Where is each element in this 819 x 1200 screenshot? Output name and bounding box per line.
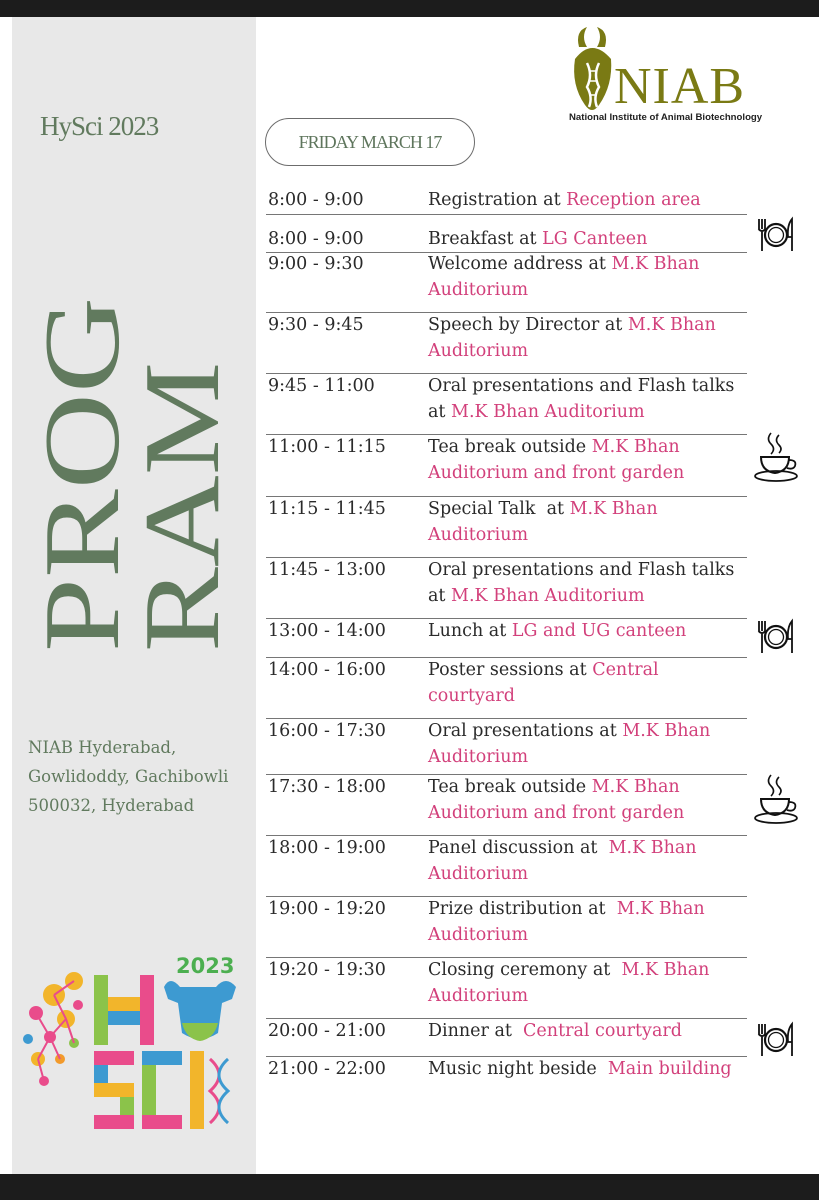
program-heading-line1: PROG [23, 363, 142, 652]
address-line: NIAB Hyderabad, [28, 738, 177, 757]
schedule-time: 8:00 - 9:00 [268, 229, 364, 249]
schedule-description [428, 836, 746, 887]
schedule-activity: Closing ceremony at [428, 960, 622, 980]
schedule-venue: M.K Bhan Auditorium and front garden [428, 437, 685, 483]
schedule-venue: M.K Bhan Auditorium [428, 721, 711, 767]
schedule-activity: Lunch at [428, 621, 512, 641]
schedule-description [428, 719, 746, 770]
schedule-activity: Special Talk at [428, 499, 570, 519]
schedule-time: 19:20 - 19:30 [268, 960, 386, 980]
schedule-row [266, 897, 747, 958]
schedule-description [428, 435, 746, 486]
niab-full-name: National Institute of Animal Biotechnology [569, 112, 763, 123]
schedule-time: 13:00 - 14:00 [268, 621, 386, 641]
schedule-venue: M.K Bhan Auditorium [428, 838, 697, 884]
schedule-description [428, 252, 746, 303]
schedule-description [428, 775, 746, 826]
schedule-time: 9:00 - 9:30 [268, 254, 364, 274]
schedule-activity: Welcome address at [428, 254, 612, 274]
plate-cutlery-icon [753, 1020, 799, 1060]
schedule-venue: LG and UG canteen [511, 621, 687, 641]
schedule-venue: LG Canteen [542, 229, 648, 249]
address-line: Gowlidoddy, Gachibowli [28, 767, 229, 786]
schedule-venue: Central courtyard [523, 1021, 682, 1041]
plate-cutlery-icon [753, 215, 799, 255]
schedule-description [428, 227, 746, 253]
schedule-row [266, 658, 747, 719]
schedule-description [428, 1057, 746, 1083]
schedule-row [266, 252, 747, 313]
schedule-venue: M.K Bhan Auditorium [451, 585, 645, 606]
schedule-row [266, 619, 747, 658]
schedule-venue: M.K Bhan Auditorium [428, 899, 705, 945]
schedule-row [266, 227, 747, 253]
schedule-activity: Speech by Director at [428, 315, 628, 335]
tea-cup-icon [753, 773, 801, 825]
venue-address [28, 733, 228, 820]
schedule-description [428, 497, 746, 548]
letter-i-dna [190, 1051, 228, 1129]
schedule-venue: M.K Bhan Auditorium [451, 401, 645, 422]
schedule-description [428, 619, 746, 645]
schedule-time: 8:00 - 9:00 [268, 190, 364, 210]
schedule-row [266, 1019, 747, 1057]
program-vertical-heading [23, 292, 242, 652]
schedule-description [428, 558, 746, 609]
molecule-graphic [23, 972, 83, 1086]
letter-s-blocks [94, 1051, 134, 1129]
schedule-row [266, 188, 747, 215]
schedule-row [266, 958, 747, 1019]
schedule-description [428, 1019, 746, 1045]
schedule-activity: Dinner at [428, 1021, 524, 1041]
schedule-venue: M.K Bhan Auditorium [428, 315, 716, 361]
schedule-activity: Oral presentations and Flash talks at [428, 560, 740, 606]
schedule-time: 19:00 - 19:20 [268, 899, 386, 919]
schedule-activity: Tea break outside [428, 777, 592, 797]
schedule-activity: Music night beside [428, 1059, 608, 1079]
schedule-row [266, 435, 747, 497]
schedule-time: 11:15 - 11:45 [268, 499, 386, 519]
date-badge: FRIDAY MARCH 17 [265, 118, 475, 166]
schedule-activity: Oral presentations at [428, 721, 623, 741]
schedule-time: 17:30 - 18:00 [268, 777, 386, 797]
schedule-venue: Main building [607, 1059, 732, 1079]
schedule-activity: Panel discussion at [428, 838, 609, 858]
schedule-description [428, 374, 746, 425]
schedule-row [266, 313, 747, 374]
schedule-row [266, 775, 747, 836]
letter-c-blocks [142, 1051, 182, 1129]
schedule-time: 20:00 - 21:00 [268, 1021, 386, 1041]
program-page [0, 17, 819, 1174]
schedule-venue: M.K Bhan Auditorium [428, 499, 658, 545]
schedule-venue: M.K Bhan Auditorium and front garden [428, 777, 685, 823]
schedule-description [428, 658, 746, 709]
logo-year: 2023 [176, 954, 235, 978]
schedule-activity: Registration at [428, 190, 567, 210]
schedule-activity: Prize distribution at [428, 899, 617, 919]
schedule-time: 9:45 - 11:00 [268, 376, 375, 396]
plate-cutlery-icon [753, 617, 799, 657]
schedule-time: 16:00 - 17:30 [268, 721, 386, 741]
schedule-activity: Poster sessions at [428, 660, 593, 680]
tea-cup-icon [753, 431, 801, 483]
schedule-row [266, 836, 747, 897]
schedule-description [428, 313, 746, 364]
event-title: HySci 2023 [40, 111, 159, 141]
schedule-row [266, 497, 747, 558]
schedule-time: 11:45 - 13:00 [268, 560, 386, 580]
schedule-venue: Central courtyard [428, 660, 659, 706]
schedule-time: 14:00 - 16:00 [268, 660, 386, 680]
schedule-time: 21:00 - 22:00 [268, 1059, 386, 1079]
schedule-row [266, 558, 747, 619]
schedule-activity: Oral presentations and Flash talks at [428, 376, 740, 422]
schedule-time: 11:00 - 11:15 [268, 437, 386, 457]
schedule-venue: M.K Bhan Auditorium [428, 254, 700, 300]
program-heading-line2: RAM [123, 405, 242, 652]
letter-h-blocks [94, 975, 154, 1045]
schedule-row [266, 374, 747, 435]
schedule-venue: Reception area [566, 190, 701, 210]
schedule-activity: Tea break outside [428, 437, 592, 457]
schedule-time: 18:00 - 19:00 [268, 838, 386, 858]
schedule-time: 9:30 - 9:45 [268, 315, 364, 335]
schedule-activity: Breakfast at [428, 229, 543, 249]
address-line: 500032, Hyderabad [28, 796, 195, 815]
hysci-2023-logo [14, 947, 250, 1137]
schedule-venue: M.K Bhan Auditorium [428, 960, 710, 1006]
schedule-description [428, 188, 746, 214]
schedule-row [266, 719, 747, 775]
schedule-description [428, 958, 746, 1009]
schedule-row [266, 1057, 747, 1117]
bull-head-graphic [164, 981, 236, 1041]
niab-wordmark: NIAB [614, 58, 746, 115]
schedule-description [428, 897, 746, 948]
